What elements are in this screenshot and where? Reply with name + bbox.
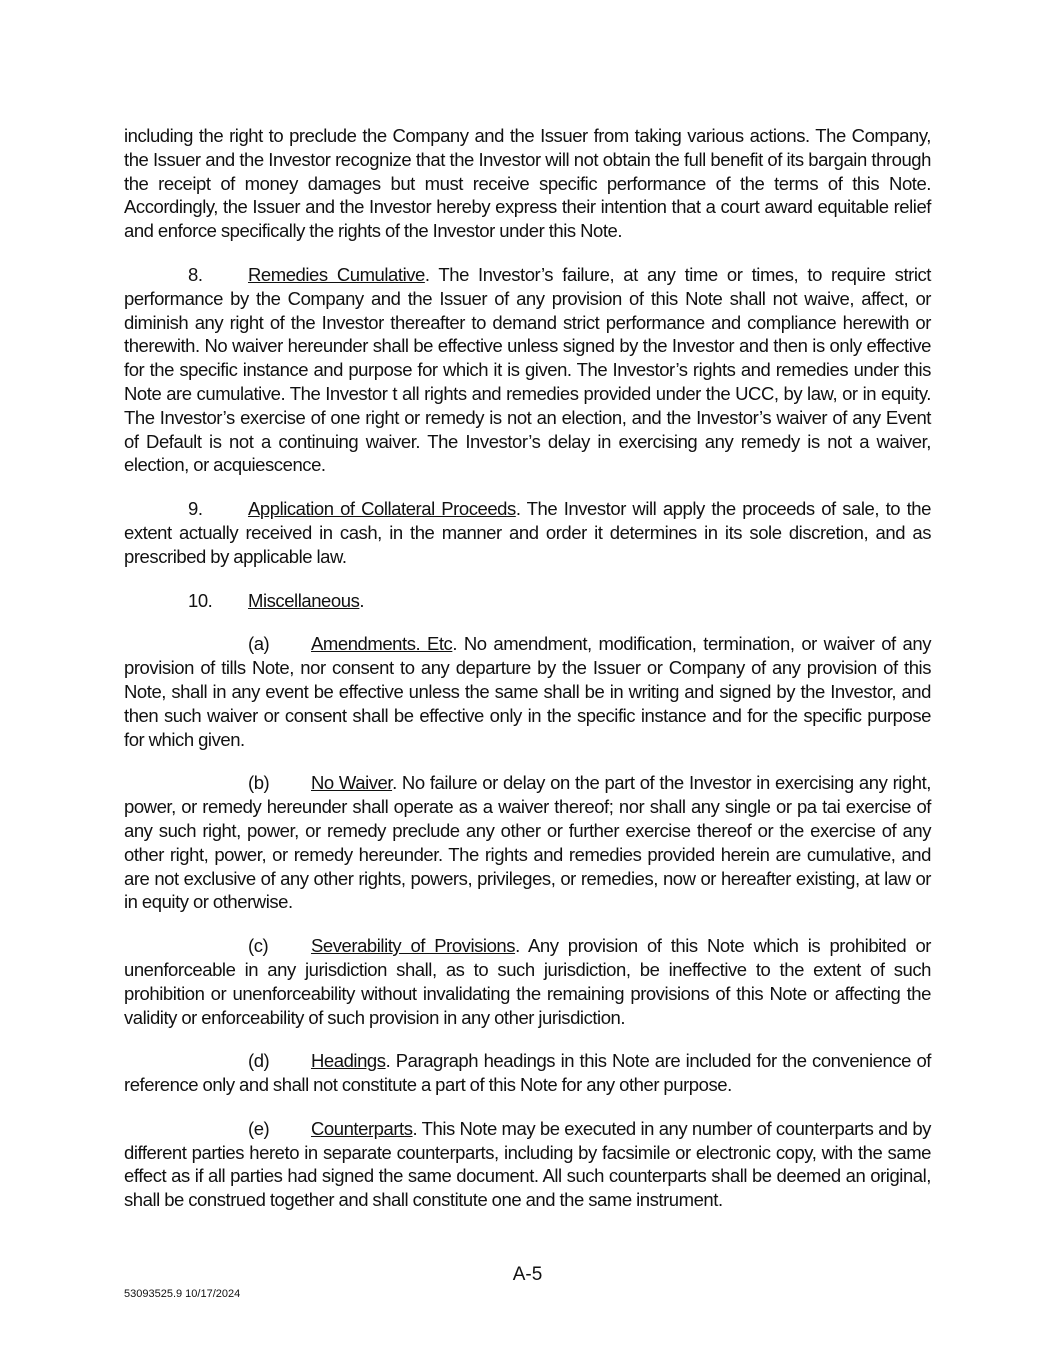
subsection-b-no-waiver: [124, 771, 931, 914]
subsection-number: (c): [248, 935, 269, 957]
subsection-number: (e): [248, 1117, 270, 1139]
subsection-text: . This Note may be executed in any number of counterparts and by different parties hereto in separate counterparts, including by facsimile or electronic copy, with the same effect as if all parties had signed the same document. All such counterparts shall be deemed an original, shall be construed together and shall constitute one and the same instrument.: [124, 1117, 931, 1211]
section-text: . The Investor’s failure, at any time or times, to require strict performance by the Company and the Issuer of any provision of this Note shall not waive, affect, or diminish any right of the Investor thereafter to demand strict performance and compliance herewith or therewith. No waiver hereunder shall be effective unless signed by the Investor and then is only effective for the specific instance and purpose for which it is given. The Investor’s rights and remedies under this Note are cumulative. The Investor t all rights and remedies provided under the UCC, by law, or in equity. The Investor’s exercise of one right or remedy is not an election, and the Investor’s waiver of any Event of Default is not a continuing waiver. The Investor’s delay in exercising any remedy is not a waiver, election, or acquiescence.: [124, 263, 931, 476]
subsection-number: (d): [248, 1050, 270, 1072]
section-9-application-of-proceeds: [124, 497, 931, 568]
subsection-e-counterparts: [124, 1117, 931, 1212]
subsection-text: . Paragraph headings in this Note are included for the convenience of reference only and shall not constitute a part of this Note for any other purpose.: [124, 1050, 931, 1096]
section-heading: Remedies Cumulative: [248, 263, 425, 285]
section-number: 8.: [188, 263, 203, 285]
subsection-heading: Amendments. Etc: [311, 633, 453, 655]
subsection-text: . No amendment, modification, termination, or waiver of any provision of tills Note, nor consent to any departure by the Issuer or Company of any provision of this Note, shall in any event be effective unless the same shall be in writing and signed by the Investor, and then such waiver or consent shall be effective only in the specific instance and for the specific purpose for which given.: [124, 633, 931, 750]
subsection-c-severability: [124, 934, 931, 1029]
section-number: 9.: [188, 498, 203, 520]
subsection-a-amendments: [124, 632, 931, 751]
subsection-number: (a): [248, 633, 270, 655]
subsection-heading: Headings: [311, 1050, 386, 1072]
section-number: 10.: [188, 589, 213, 611]
subsection-heading: Counterparts: [311, 1117, 413, 1139]
section-text: . The Investor will apply the proceeds of sale, to the extent actually received in cash, in the manner and order it determines in its sole discretion, and as prescribed by applicable law.: [124, 498, 931, 567]
intro-paragraph: including the right to preclude the Company and the Issuer from taking various actions. The Company, the Issuer and the Investor recognize that the Investor will not obtain the full benefit of its bargain through the receipt of money damages but must receive specific performance of the terms of this Note. Accordingly, the Issuer and the Investor hereby express their intention that a court award equitable relief and enforce specifically the rights of the Investor under this Note.: [124, 125, 931, 242]
subsection-number: (b): [248, 772, 270, 794]
section-heading: Application of Collateral Proceeds: [248, 498, 516, 520]
section-10-miscellaneous: [124, 589, 931, 613]
subsection-text: . Any provision of this Note which is prohibited or unenforceable in any jurisdiction shall, as to such jurisdiction, be ineffective to the extent of such prohibition or unenforceability without invalidating the remaining provisions of this Note or affecting the validity or enforceability of such provision in any other jurisdiction.: [124, 935, 931, 1028]
page-number: A-5: [512, 1264, 543, 1285]
section-heading: Miscellaneous: [248, 589, 360, 611]
section-text: .: [359, 589, 365, 611]
subsection-heading: Severability of Provisions: [311, 935, 516, 957]
document-body: [124, 124, 931, 1232]
document-id: 53093525.9 10/17/2024: [124, 1288, 241, 1300]
subsection-d-headings: [124, 1049, 931, 1097]
subsection-text: . No failure or delay on the part of the Investor in exercising any right, power, or remedy hereunder shall operate as a waiver thereof; nor shall any single or pa tai exercise of any such right, power, or remedy preclude any other or further exercise thereof or the exercise of any other right, power, or remedy hereunder. The rights and remedies provided herein are cumulative, and are not exclusive of any other rights, powers, privileges, or remedies, now or hereafter existing, at law or in equity or otherwise.: [124, 772, 931, 913]
subsection-heading: No Waiver: [311, 772, 393, 794]
section-8-remedies-cumulative: [124, 263, 931, 477]
